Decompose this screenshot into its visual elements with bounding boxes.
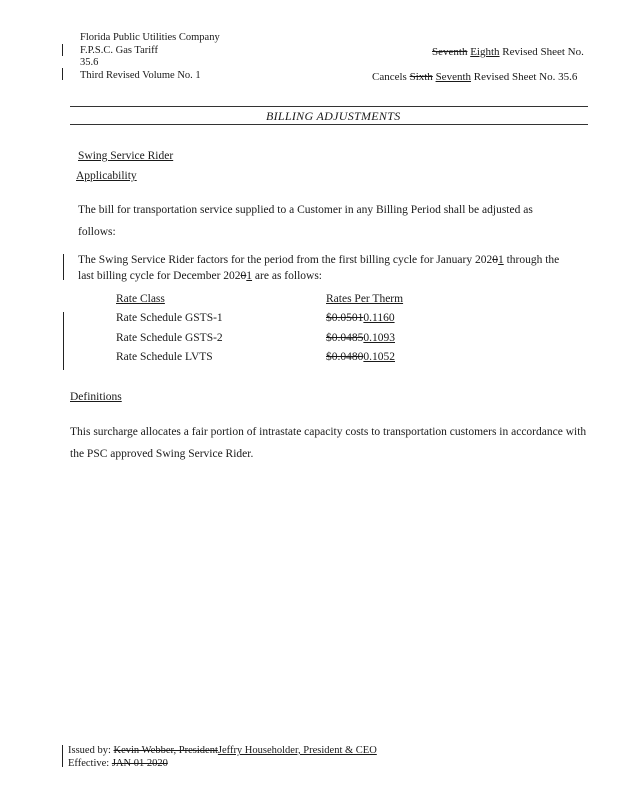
tariff-name: F.P.S.C. Gas Tariff	[80, 44, 158, 56]
rate-gsts-1-new: 0.1160	[363, 312, 395, 324]
change-bar-header	[62, 44, 63, 56]
revised-sheet-line	[432, 46, 584, 58]
effective-date-old: JAN 01 2020	[111, 757, 168, 769]
factors-line-1	[78, 252, 559, 268]
rate-lvts-new: 0.1052	[363, 351, 395, 363]
revised-sheet-suffix: Revised Sheet No.	[499, 46, 584, 58]
section-title: Swing Service Rider	[78, 150, 174, 162]
factors-year-old-1: 0	[492, 254, 498, 266]
rate-class-gsts-1: Rate Schedule GSTS-1	[116, 312, 223, 324]
revised-sheet-old: Seventh	[432, 46, 468, 58]
factors-line-2-end: are as follows:	[252, 270, 322, 282]
cancels-new: Seventh	[435, 71, 472, 83]
title-rule-top	[70, 106, 588, 107]
cancels-old: Sixth	[409, 71, 433, 83]
factors-line-1-end: through the	[503, 254, 560, 266]
cancels-suffix: Revised Sheet No. 35.6	[471, 71, 578, 83]
header-left	[80, 32, 220, 82]
page-title: BILLING ADJUSTMENTS	[266, 109, 401, 123]
definitions-line-2: the PSC approved Swing Service Rider.	[70, 448, 254, 460]
definitions-heading: Definitions	[70, 391, 122, 403]
definitions-line-1: This surcharge allocates a fair portion of intrastate capacity costs to transportation customers in accordance with	[70, 426, 587, 438]
title-rule-bottom	[70, 124, 588, 125]
factors-line-1-text: The Swing Service Rider factors for the period from the first billing cycle for January 202	[78, 254, 493, 266]
rate-gsts-2-old: $0.0485	[326, 332, 364, 344]
change-bar-footer	[62, 745, 63, 767]
issued-by-label: Issued by:	[68, 745, 114, 756]
effective-line	[68, 758, 377, 771]
definitions-paragraph	[70, 422, 586, 464]
factors-paragraph	[78, 252, 559, 284]
rate-class-lvts: Rate Schedule LVTS	[116, 351, 213, 363]
rate-lvts-old: $0.0480	[326, 351, 364, 363]
factors-line-2	[78, 268, 559, 284]
volume-number: Third Revised Volume No. 1	[80, 69, 201, 81]
applicability-heading: Applicability	[76, 170, 137, 182]
issued-by-new: Jeffry Householder, President & CEO	[217, 745, 377, 756]
rate-gsts-1	[326, 312, 395, 324]
rate-class-header: Rate Class	[116, 293, 165, 305]
rate-gsts-2	[326, 332, 395, 344]
factors-year-new-2: 1	[246, 270, 253, 282]
change-bar-volume	[62, 68, 63, 80]
rate-lvts	[326, 351, 395, 363]
applicability-line-1: The bill for transportation service supplied to a Customer in any Billing Period shall be adjusted as	[78, 204, 533, 216]
factors-line-2-text: last billing cycle for December 202	[78, 270, 241, 282]
revised-sheet-new: Eighth	[470, 46, 500, 58]
change-bar-table	[63, 312, 64, 370]
rates-per-therm-header: Rates Per Therm	[326, 293, 404, 305]
footer	[68, 745, 377, 770]
cancels-line	[372, 71, 577, 83]
applicability-paragraph	[78, 200, 533, 242]
factors-year-new-1: 1	[497, 254, 504, 266]
factors-year-old-2: 0	[240, 270, 247, 282]
sheet-reference: 35.6	[80, 57, 99, 68]
issued-by-line	[68, 745, 377, 758]
rate-gsts-1-old: $0.0501	[326, 312, 364, 324]
cancels-prefix: Cancels	[372, 71, 410, 83]
applicability-line-2: follows:	[78, 226, 116, 238]
company-name: Florida Public Utilities Company	[80, 32, 220, 43]
change-bar-factors	[63, 254, 64, 280]
issued-by-old: Kevin Webber, President	[113, 745, 218, 756]
effective-label: Effective:	[68, 757, 112, 769]
rate-gsts-2-new: 0.1093	[363, 332, 395, 344]
rate-class-gsts-2: Rate Schedule GSTS-2	[116, 332, 223, 344]
